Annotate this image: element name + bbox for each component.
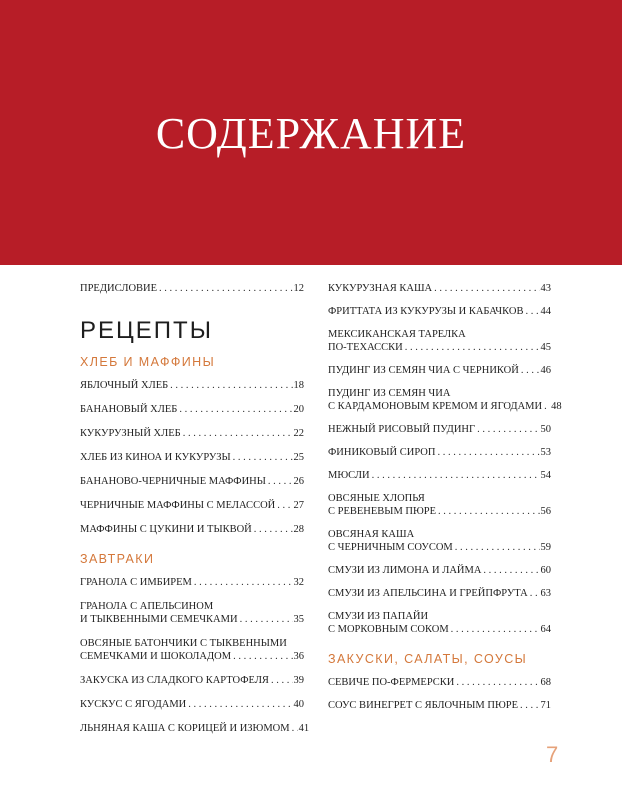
toc-entry-page: 59: [540, 542, 551, 553]
toc-entry-title: ЯБЛОЧНЫЙ ХЛЕБ: [80, 380, 169, 391]
toc-entry: [328, 528, 551, 554]
toc-entry: [80, 698, 304, 711]
toc-entry-title: ЧЕРНИЧНЫЕ МАФФИНЫ С МЕЛАССОЙ: [80, 500, 276, 511]
toc-entry: [80, 451, 304, 464]
leader-dots: [483, 564, 539, 577]
toc-entry-page: 48: [551, 401, 562, 412]
leader-dots: [372, 469, 540, 482]
toc-entry: [80, 674, 304, 687]
leader-dots: [456, 676, 539, 689]
toc-entry-title: ЛЬНЯНАЯ КАША С КОРИЦЕЙ И ИЗЮМОМ: [80, 723, 290, 734]
toc-entry-page: 50: [540, 424, 551, 435]
leader-dots: [277, 499, 292, 512]
leader-dots: [254, 523, 293, 536]
toc-entry: [80, 475, 304, 488]
toc-entry: [328, 423, 551, 436]
toc-entry: [328, 446, 551, 459]
toc-entry-title: С МОРКОВНЫМ СОКОМ: [328, 624, 449, 635]
leader-dots: [455, 541, 540, 554]
toc-entry-title: ГРАНОЛА С ИМБИРЕМ: [80, 577, 192, 588]
leader-dots: [520, 699, 540, 712]
toc-entry: [80, 427, 304, 440]
toc-entry: [80, 722, 310, 735]
toc-entry-title: СМУЗИ ИЗ АПЕЛЬСИНА И ГРЕЙПФРУТА: [328, 588, 528, 599]
toc-entry: [328, 328, 551, 354]
toc-entry-page: 40: [293, 699, 304, 710]
toc-entry-title: С ЧЕРНИЧНЫМ СОУСОМ: [328, 542, 453, 553]
toc-entry: [80, 600, 304, 626]
toc-entry-title: ПУДИНГ ИЗ СЕМЯН ЧИА С ЧЕРНИКОЙ: [328, 365, 519, 376]
toc-entry: [328, 564, 551, 577]
toc-entry: [328, 305, 551, 318]
leader-dots: [240, 613, 293, 626]
toc-entry-title: ЗАКУСКА ИЗ СЛАДКОГО КАРТОФЕЛЯ: [80, 675, 269, 686]
toc-entry: [80, 523, 304, 536]
toc-entry-page: 43: [540, 283, 551, 294]
leader-dots: [233, 451, 293, 464]
toc-entry-title: И ТЫКВЕННЫМИ СЕМЕЧКАМИ: [80, 614, 238, 625]
leader-dots: [271, 674, 293, 687]
toc-right-column: [328, 282, 562, 722]
toc-entry-title: ХЛЕБ ИЗ КИНОА И КУКУРУЗЫ: [80, 452, 231, 463]
toc-entry-page: 63: [540, 588, 551, 599]
toc-entry-page: 60: [540, 565, 551, 576]
toc-entry-title: МЮСЛИ: [328, 470, 370, 481]
toc-entry-page: 71: [540, 700, 551, 711]
leader-dots: [188, 698, 292, 711]
toc-entry-page: 56: [540, 506, 551, 517]
toc-entry-page: 44: [540, 306, 551, 317]
toc-entry: [80, 499, 304, 512]
leader-dots: [183, 427, 293, 440]
toc-entry-page: 20: [293, 404, 304, 415]
toc-entry-page: 25: [293, 452, 304, 463]
toc-entry-preface: [80, 282, 304, 295]
toc-entry-page: 26: [293, 476, 304, 487]
leader-dots: [194, 576, 293, 589]
toc-entry-title: НЕЖНЫЙ РИСОВЫЙ ПУДИНГ: [328, 424, 476, 435]
subsection-heading: ХЛЕБ И МАФФИНЫ: [80, 355, 216, 369]
toc-entry: [328, 587, 551, 600]
toc-entry: [328, 282, 551, 295]
toc-entry: [80, 403, 304, 416]
toc-entry-page: 54: [540, 470, 551, 481]
toc-entry-title: С РЕВЕНЕВЫМ ПЮРЕ: [328, 506, 437, 517]
leader-dots: [292, 722, 298, 735]
page-title: СОДЕРЖАНИЕ: [155, 109, 467, 158]
toc-entry-page: 45: [540, 342, 551, 353]
toc-entry-page: 32: [293, 577, 304, 588]
toc-entry: [328, 676, 551, 689]
toc-entry: [328, 610, 551, 636]
left-groups: [80, 355, 310, 735]
leader-dots: [170, 379, 292, 392]
toc-entry-title: ФРИТТАТА ИЗ КУКУРУЗЫ И КАБАЧКОВ: [328, 306, 524, 317]
toc-entry-title: СМУЗИ ИЗ ЛИМОНА И ЛАЙМА: [328, 565, 482, 576]
leader-dots: [521, 364, 540, 377]
toc-entry-title: С КАРДАМОНОВЫМ КРЕМОМ И ЯГОДАМИ: [328, 401, 543, 412]
toc-entry-title: ПО-ТЕХАССКИ: [328, 342, 403, 353]
leader-dots: [159, 282, 292, 295]
leader-dots: [451, 623, 540, 636]
toc-left-column: [80, 282, 310, 746]
toc-entry-page: 18: [293, 380, 304, 391]
toc-entry-page: 64: [540, 624, 551, 635]
toc-entry: [80, 637, 304, 663]
toc-entry-title-line: ГРАНОЛА С АПЕЛЬСИНОМ: [80, 601, 214, 612]
toc-entry-title-line: ОВСЯНЫЕ ХЛОПЬЯ: [328, 493, 425, 504]
leader-dots: [179, 403, 292, 416]
toc-entry-title: ПРЕДИСЛОВИЕ: [80, 283, 158, 294]
toc-entry-page: 39: [293, 675, 304, 686]
leader-dots: [437, 446, 539, 459]
section-heading-recipes: РЕЦЕПТЫ: [80, 317, 213, 344]
leader-dots: [530, 587, 540, 600]
toc-entry-title: СЕВИЧЕ ПО-ФЕРМЕРСКИ: [328, 677, 455, 688]
toc-entry-page: 28: [293, 524, 304, 535]
toc-entry: [328, 699, 551, 712]
toc-entry-page: 12: [293, 283, 304, 294]
toc-entry-title-line: МЕКСИКАНСКАЯ ТАРЕЛКА: [328, 329, 466, 340]
right-entries: [328, 282, 562, 636]
toc-entry: [328, 387, 562, 413]
toc-entry-title-line: СМУЗИ ИЗ ПАПАЙИ: [328, 611, 429, 622]
toc-entry-title: КУСКУС С ЯГОДАМИ: [80, 699, 187, 710]
subsection-heading: ЗАКУСКИ, САЛАТЫ, СОУСЫ: [328, 652, 528, 666]
leader-dots: [477, 423, 539, 436]
toc-entry-page: 53: [540, 447, 551, 458]
toc-entry-title: КУКУРУЗНАЯ КАША: [328, 283, 433, 294]
toc-entry: [80, 576, 304, 589]
toc-entry-title-line: ПУДИНГ ИЗ СЕМЯН ЧИА: [328, 388, 451, 399]
toc-entry-title: БАНАНОВЫЙ ХЛЕБ: [80, 404, 178, 415]
toc-entry-title: МАФФИНЫ С ЦУКИНИ И ТЫКВОЙ: [80, 524, 252, 535]
toc-entry-title: СОУС ВИНЕГРЕТ С ЯБЛОЧНЫМ ПЮРЕ: [328, 700, 518, 711]
leader-dots: [525, 305, 539, 318]
toc-entry: [328, 364, 551, 377]
leader-dots: [233, 650, 292, 663]
subsection-heading: ЗАВТРАКИ: [80, 552, 155, 566]
toc-entry: [328, 492, 551, 518]
toc-entry-page: 35: [293, 614, 304, 625]
leader-dots: [268, 475, 293, 488]
toc-entry-page: 46: [540, 365, 551, 376]
leader-dots: [438, 505, 539, 518]
toc-entry-title: КУКУРУЗНЫЙ ХЛЕБ: [80, 428, 181, 439]
leader-dots: [434, 282, 539, 295]
right-group: [328, 652, 551, 712]
toc-entry-page: 22: [293, 428, 304, 439]
toc-entry-title: СЕМЕЧКАМИ И ШОКОЛАДОМ: [80, 651, 232, 662]
toc-entry-page: 41: [298, 723, 310, 734]
toc-entry-title: БАНАНОВО-ЧЕРНИЧНЫЕ МАФФИНЫ: [80, 476, 266, 487]
toc-entry-title-line: ОВСЯНЫЕ БАТОНЧИКИ С ТЫКВЕННЫМИ: [80, 638, 287, 649]
toc-entry: [328, 469, 551, 482]
toc-entry-title: ФИНИКОВЫЙ СИРОП: [328, 447, 436, 458]
toc-entry-page: 68: [540, 677, 551, 688]
leader-dots: [405, 341, 540, 354]
toc-entry-page: 27: [293, 500, 304, 511]
page-number: 7: [546, 742, 559, 767]
toc-entry: [80, 379, 304, 392]
toc-entry-title-line: ОВСЯНАЯ КАША: [328, 529, 415, 540]
toc-entry-page: 36: [293, 651, 304, 662]
title-banner: [0, 0, 622, 265]
leader-dots: [544, 400, 550, 413]
